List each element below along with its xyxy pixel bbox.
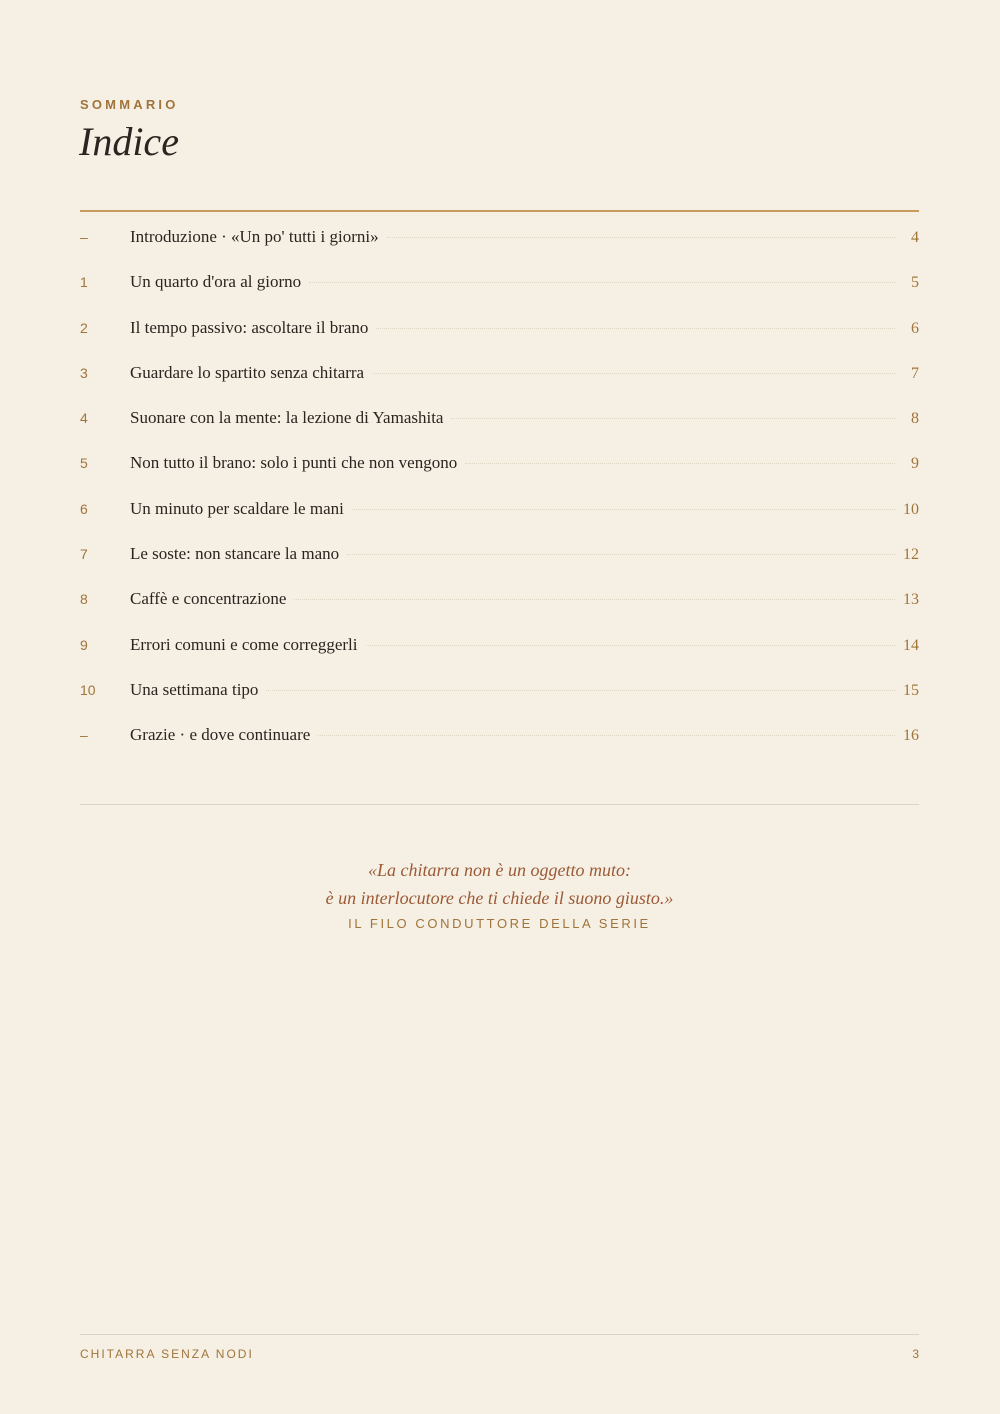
toc-bottom-divider (80, 804, 919, 805)
dot-leader (266, 690, 895, 691)
section-eyebrow: SOMMARIO (80, 97, 179, 112)
epigraph-quote (80, 856, 919, 912)
toc-entry-title: Caffè e concentrazione (130, 589, 287, 609)
toc-entry-chapter-7[interactable] (80, 544, 919, 589)
toc-entry-chapter-10[interactable] (80, 680, 919, 725)
toc-entry-number: 9 (80, 636, 88, 653)
toc-entry-title: Un minuto per scaldare le mani (130, 498, 344, 518)
dot-leader (465, 463, 895, 464)
dot-leader (387, 237, 895, 238)
toc-entry-thanks[interactable] (80, 725, 919, 770)
toc-entry-page: 12 (903, 546, 919, 564)
dot-leader (309, 282, 895, 283)
page-title: Indice (79, 119, 179, 164)
toc-entry-page: 10 (903, 500, 919, 518)
toc-entry-chapter-1[interactable] (80, 272, 919, 317)
dot-leader (366, 645, 895, 646)
toc-entry-title: Guardare lo spartito senza chitarra (130, 362, 365, 382)
toc-entry-title: Errori comuni e come correggerli (130, 634, 358, 654)
toc-entry-page: 9 (911, 455, 919, 473)
toc-entry-title: Introduzione · «Un po' tutti i giorni» (130, 227, 379, 246)
toc-entry-title: Una settimana tipo (130, 679, 259, 699)
toc-entry-title: Grazie · e dove continuare (130, 725, 311, 745)
toc-entry-title: Le soste: non stancare la mano (130, 544, 340, 564)
dot-leader (352, 509, 895, 510)
toc-entry-page: 15 (903, 681, 919, 699)
toc-entry-number: – (80, 727, 88, 744)
footer-series-title: CHITARRA SENZA NODI (80, 1347, 254, 1361)
toc-entry-page: 7 (911, 364, 919, 382)
dot-leader (376, 328, 895, 329)
toc-entry-page: 13 (903, 591, 919, 609)
toc-entry-chapter-8[interactable] (80, 589, 919, 634)
dot-leader (294, 599, 895, 600)
toc-entry-number: 1 (80, 274, 88, 291)
toc-entry-number: 5 (80, 455, 88, 472)
toc-entry-number: 2 (80, 319, 88, 336)
quote-attribution: IL FILO CONDUTTORE DELLA SERIE (348, 916, 651, 931)
dot-leader (451, 418, 895, 419)
dot-leader (347, 554, 895, 555)
toc-entry-introduction[interactable] (80, 227, 919, 272)
toc-entry-number: 8 (80, 591, 88, 608)
quote-line-1: «La chitarra non è un oggetto muto: (368, 860, 631, 880)
toc-entry-page: 16 (903, 727, 919, 745)
toc-entry-number: 3 (80, 364, 88, 381)
dot-leader (372, 373, 895, 374)
toc-entry-number: 10 (80, 681, 96, 698)
toc-entry-title: Suonare con la mente: la lezione di Yamashita (130, 408, 444, 428)
toc-entry-chapter-5[interactable] (80, 453, 919, 498)
toc-entry-chapter-6[interactable] (80, 499, 919, 544)
footer-divider (80, 1334, 919, 1335)
toc-entry-chapter-9[interactable] (80, 635, 919, 680)
toc-entry-number: 6 (80, 500, 88, 517)
toc-entry-title: Non tutto il brano: solo i punti che non vengono (130, 453, 458, 473)
footer-page-number: 3 (912, 1347, 919, 1361)
toc-entry-page: 5 (911, 274, 919, 292)
toc-entry-chapter-4[interactable] (80, 408, 919, 453)
toc-entry-page: 4 (911, 229, 919, 246)
toc-entry-title: Il tempo passivo: ascoltare il brano (130, 317, 369, 337)
title-divider (80, 210, 919, 212)
quote-line-2: è un interlocutore che ti chiede il suono giusto.» (325, 888, 674, 908)
toc-entry-page: 14 (903, 636, 919, 654)
toc-entry-chapter-3[interactable] (80, 363, 919, 408)
toc-entry-number: 7 (80, 546, 88, 563)
toc-entry-chapter-2[interactable] (80, 318, 919, 363)
dot-leader (318, 735, 895, 736)
toc-entry-page: 6 (911, 319, 919, 337)
toc-entry-number: – (80, 229, 88, 245)
toc-entry-title: Un quarto d'ora al giorno (130, 272, 302, 292)
toc-entry-number: 4 (80, 410, 88, 427)
toc-entry-page: 8 (911, 410, 919, 428)
table-of-contents (80, 227, 919, 771)
